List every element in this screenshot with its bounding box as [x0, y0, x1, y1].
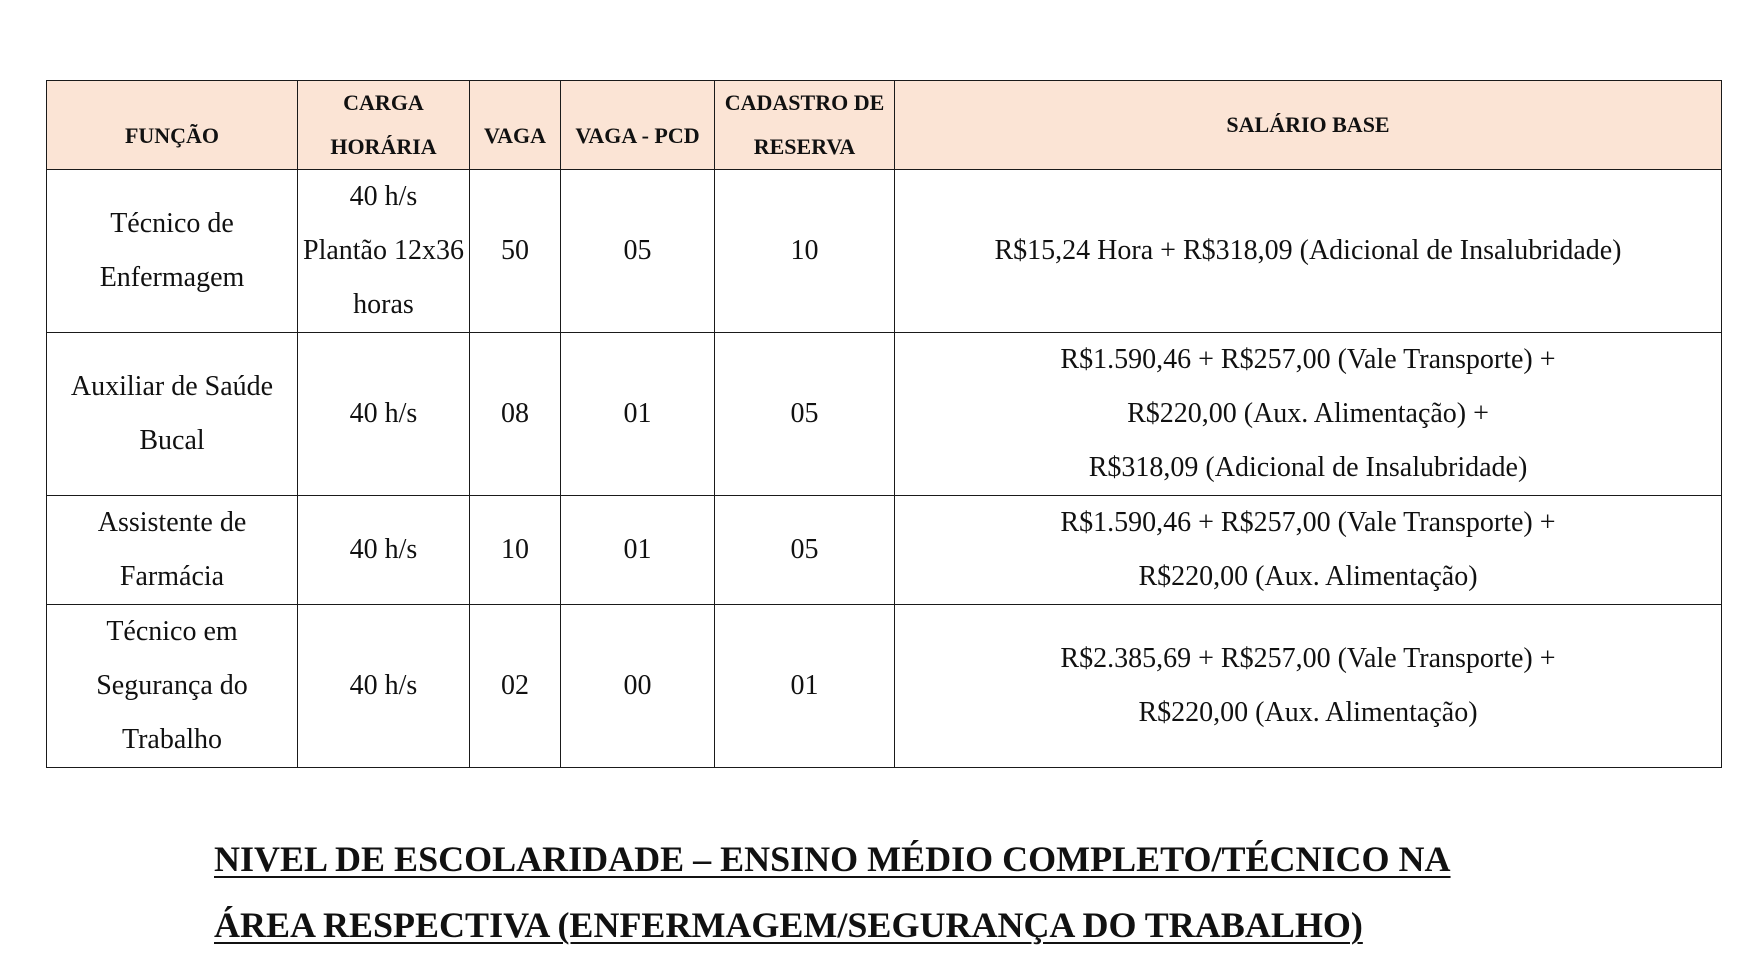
cell-cadastro: 10 [715, 170, 895, 333]
education-level-line-2: ÁREA RESPECTIVA (ENFERMAGEM/SEGURANÇA DO TRABALHO) [214, 905, 1363, 945]
education-level-line-1: NIVEL DE ESCOLARIDADE – ENSINO MÉDIO COMPLETO/TÉCNICO NA [214, 839, 1451, 879]
header-vaga-pcd: VAGA - PCD [561, 81, 715, 170]
cell-vaga: 08 [470, 333, 561, 496]
header-vaga: VAGA [470, 81, 561, 170]
cell-salario: R$1.590,46 + R$257,00 (Vale Transporte) + R$220,00 (Aux. Alimentação) + R$318,09 (Adicional de Insalubridade) [895, 333, 1722, 496]
cell-funcao: Auxiliar de Saúde Bucal [47, 333, 298, 496]
header-salario-base: SALÁRIO BASE [895, 81, 1722, 170]
cell-vaga-pcd: 00 [561, 605, 715, 768]
table-row [47, 170, 1722, 333]
cell-carga: 40 h/s [298, 496, 470, 605]
cell-funcao: Técnico em Segurança do Trabalho [47, 605, 298, 768]
cell-vaga: 50 [470, 170, 561, 333]
education-level-heading [214, 826, 1451, 958]
cell-salario: R$2.385,69 + R$257,00 (Vale Transporte) + R$220,00 (Aux. Alimentação) [895, 605, 1722, 768]
table-header-row [47, 81, 1722, 170]
header-funcao: FUNÇÃO [47, 81, 298, 170]
table-row [47, 605, 1722, 768]
header-cadastro-reserva: CADASTRO DE RESERVA [715, 81, 895, 170]
cell-cadastro: 05 [715, 496, 895, 605]
table-row [47, 333, 1722, 496]
cell-funcao: Assistente de Farmácia [47, 496, 298, 605]
header-carga-horaria: CARGA HORÁRIA [298, 81, 470, 170]
vacancy-table [46, 80, 1722, 768]
cell-carga: 40 h/s Plantão 12x36 horas [298, 170, 470, 333]
cell-vaga-pcd: 01 [561, 333, 715, 496]
cell-salario: R$15,24 Hora + R$318,09 (Adicional de Insalubridade) [895, 170, 1722, 333]
cell-carga: 40 h/s [298, 333, 470, 496]
cell-cadastro: 01 [715, 605, 895, 768]
cell-vaga-pcd: 05 [561, 170, 715, 333]
table-row [47, 496, 1722, 605]
cell-vaga: 02 [470, 605, 561, 768]
cell-vaga-pcd: 01 [561, 496, 715, 605]
cell-vaga: 10 [470, 496, 561, 605]
cell-cadastro: 05 [715, 333, 895, 496]
cell-carga: 40 h/s [298, 605, 470, 768]
cell-funcao: Técnico de Enfermagem [47, 170, 298, 333]
cell-salario: R$1.590,46 + R$257,00 (Vale Transporte) + R$220,00 (Aux. Alimentação) [895, 496, 1722, 605]
